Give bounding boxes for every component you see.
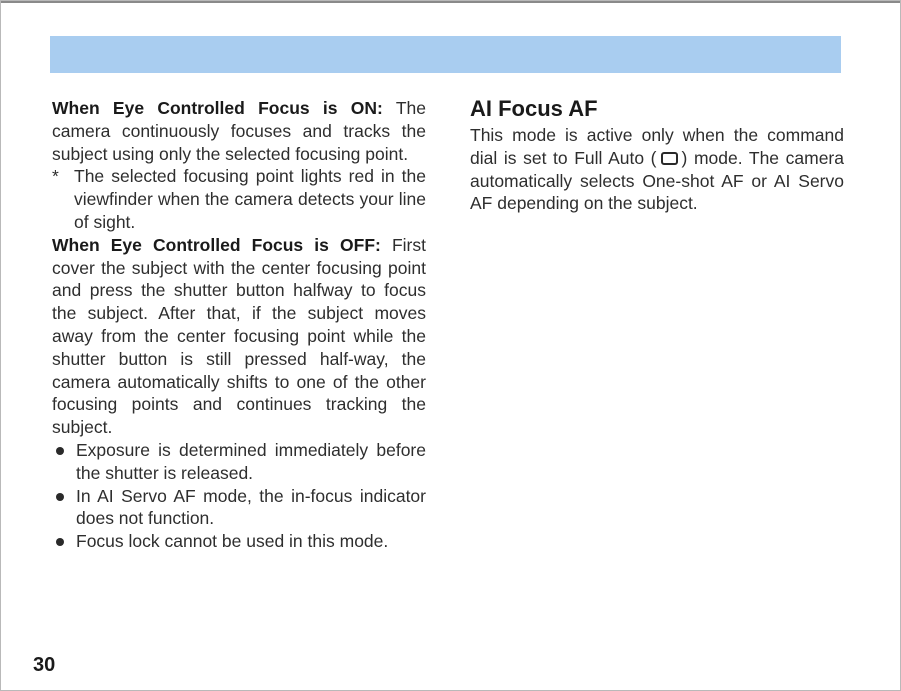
asterisk-mark: * bbox=[52, 166, 59, 187]
page-number: 30 bbox=[33, 654, 56, 676]
full-auto-mode-icon bbox=[661, 152, 678, 165]
viewfinder-note bbox=[52, 165, 426, 233]
viewfinder-note-text: The selected focusing point lights red in the viewfinder when the camera detects your line of sight. bbox=[74, 166, 426, 232]
ai-focus-paragraph bbox=[470, 124, 844, 215]
notes-list bbox=[52, 439, 426, 553]
left-column bbox=[52, 97, 426, 553]
header-band bbox=[50, 36, 841, 73]
ai-focus-text-start: This mode is active only when the command dial is set to Full Auto ( bbox=[470, 125, 844, 168]
ai-focus-text-end: ) mode. The camera automatically selects One-shot AF or AI Servo AF depending on the subject. bbox=[470, 147, 844, 214]
list-item-text: In AI Servo AF mode, the in-focus indicator does not function. bbox=[76, 485, 426, 529]
section-title: AI Focus AF bbox=[470, 96, 598, 121]
bullet-icon bbox=[56, 538, 64, 546]
eye-focus-on-paragraph bbox=[52, 97, 426, 165]
eye-focus-off-heading: When Eye Controlled Focus is OFF: bbox=[52, 234, 381, 255]
eye-focus-on-heading: When Eye Controlled Focus is ON: bbox=[52, 98, 383, 118]
list-item bbox=[52, 485, 426, 531]
eye-focus-off-paragraph bbox=[52, 234, 426, 439]
bullet-icon bbox=[56, 493, 64, 501]
list-item bbox=[52, 530, 426, 553]
eye-focus-on-text: The camera continuously focuses and tracks the subject using only the selected focusing point. bbox=[52, 98, 426, 164]
bullet-icon bbox=[56, 447, 64, 455]
top-rule bbox=[0, 0, 901, 3]
list-item-text: Exposure is determined immediately before the shutter is released. bbox=[76, 439, 426, 483]
list-item bbox=[52, 439, 426, 485]
right-column bbox=[470, 124, 844, 215]
eye-focus-off-text: First cover the subject with the center focusing point and press the shutter button halfway to focus the subject. After that, if the subject moves away from the center focusing point while the shutter button is still pressed half-way, the camera automatically shifts to one of the other focusing points and continues tracking the subject. bbox=[52, 234, 426, 438]
list-item-text: Focus lock cannot be used in this mode. bbox=[76, 531, 389, 552]
